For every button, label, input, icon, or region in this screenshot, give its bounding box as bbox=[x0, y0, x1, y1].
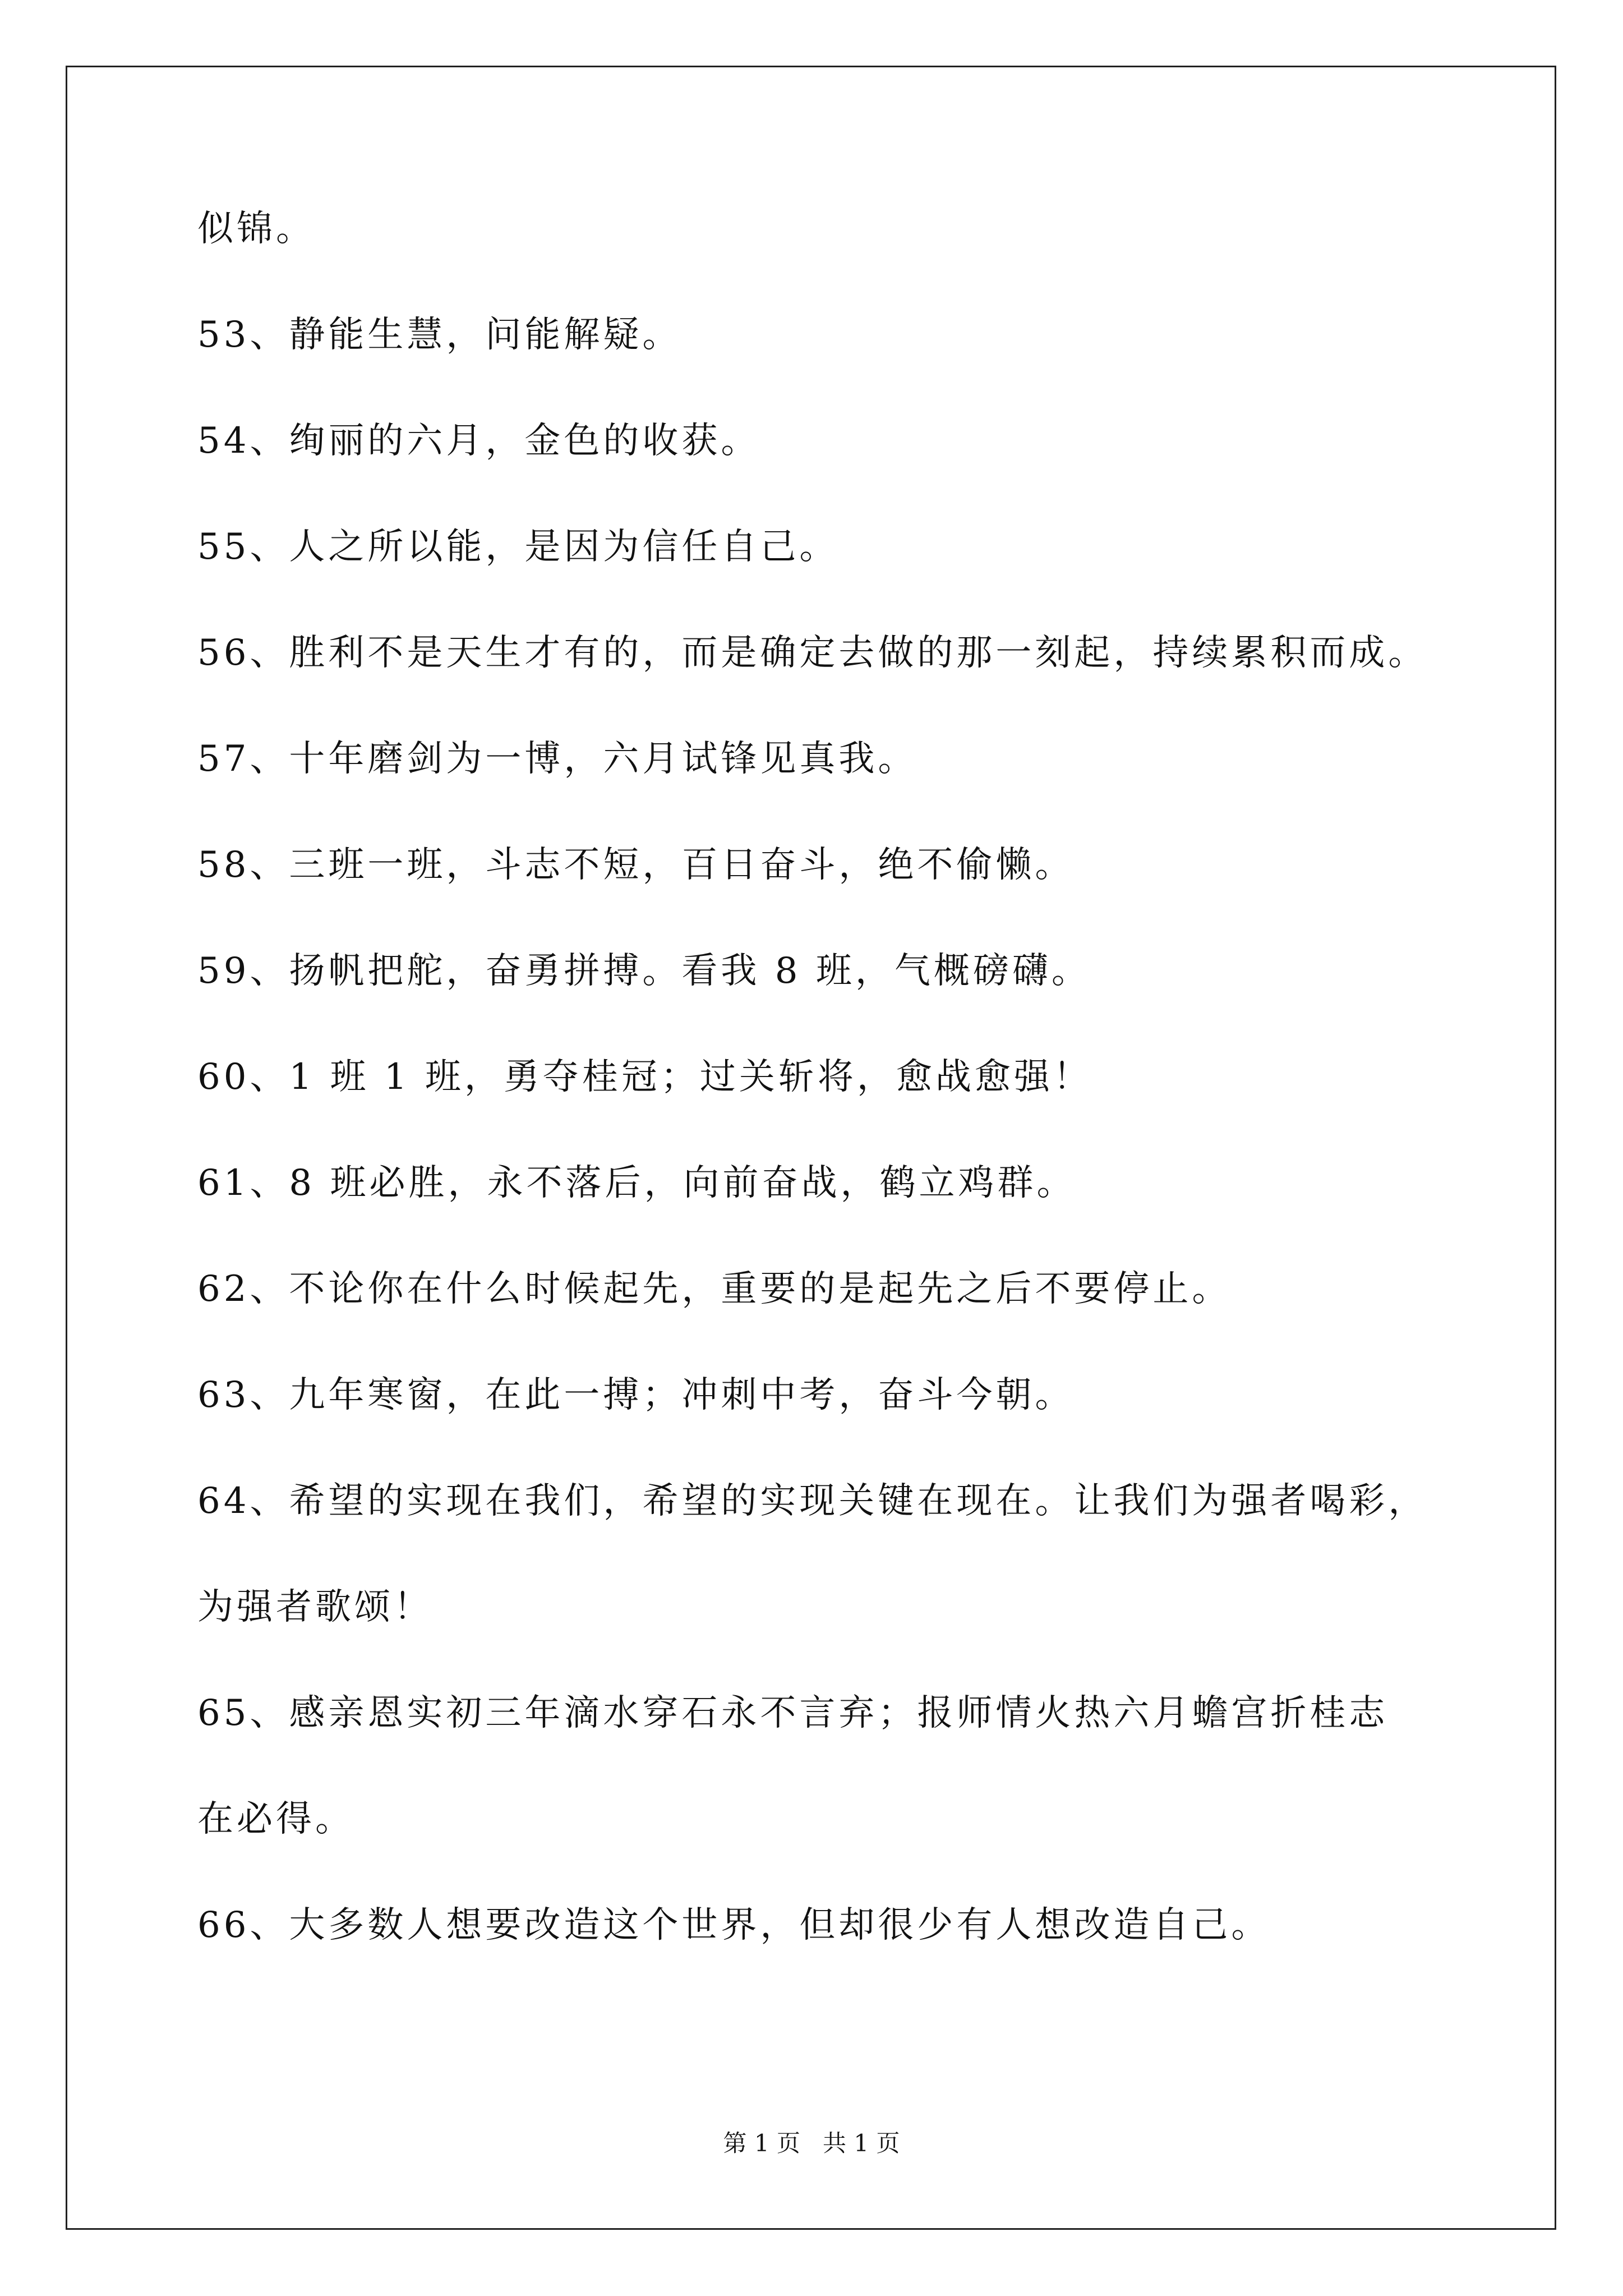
text-line: 64、希望的实现在我们，希望的实现关键在现在。让我们为强者喝彩， bbox=[197, 1480, 1428, 1522]
document-body bbox=[197, 208, 1482, 1947]
text-line: 55、人之所以能，是因为信任自己。 bbox=[197, 526, 839, 568]
text-line: 61、8 班必胜，永不落后，向前奋战，鹤立鸡群。 bbox=[197, 1162, 1076, 1204]
text-line: 在必得。 bbox=[197, 1798, 354, 1840]
text-line: 60、1 班 1 班，勇夺桂冠；过关斩将，愈战愈强！ bbox=[197, 1056, 1092, 1098]
text-line: 62、不论你在什么时候起先，重要的是起先之后不要停止。 bbox=[197, 1268, 1232, 1310]
text-line: 53、静能生慧，问能解疑。 bbox=[197, 314, 682, 356]
text-line: 似锦。 bbox=[197, 208, 315, 250]
page-footer: 第 1 页 共 1 页 bbox=[723, 2129, 900, 2157]
text-line: 为强者歌颂！ bbox=[197, 1586, 433, 1628]
text-line: 63、九年寒窗，在此一搏；冲刺中考，奋斗今朝。 bbox=[197, 1374, 1075, 1416]
text-line: 65、感亲恩实初三年滴水穿石永不言弃；报师情火热六月蟾宫折桂志 bbox=[197, 1692, 1389, 1734]
text-line: 59、扬帆把舵，奋勇拼搏。看我 8 班，气概磅礴。 bbox=[197, 950, 1091, 992]
text-line: 57、十年磨剑为一博，六月试锋见真我。 bbox=[197, 738, 917, 780]
text-line: 66、大多数人想要改造这个世界，但却很少有人想改造自己。 bbox=[197, 1904, 1271, 1946]
text-line: 58、三班一班，斗志不短，百日奋斗，绝不偷懒。 bbox=[197, 844, 1075, 886]
text-line: 54、绚丽的六月，金色的收获。 bbox=[197, 420, 760, 462]
text-line: 56、胜利不是天生才有的，而是确定去做的那一刻起，持续累积而成。 bbox=[197, 632, 1428, 674]
